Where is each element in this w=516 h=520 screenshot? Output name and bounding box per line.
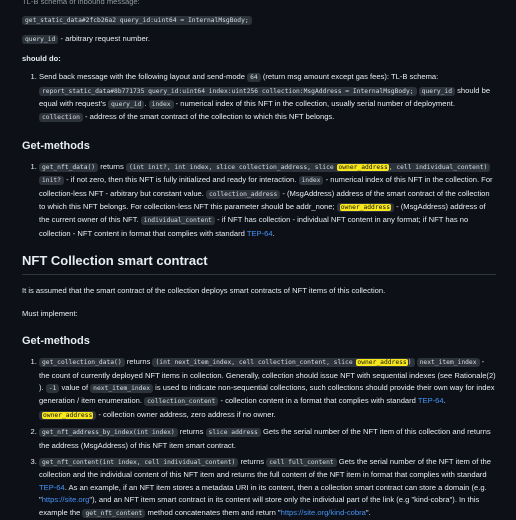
section-heading-get-methods: Get-methods [22, 139, 90, 152]
collection-address-code: collection_address [206, 190, 280, 199]
highlighted-term: owner_address [338, 163, 388, 171]
site-org-kind-cobra-link[interactable]: https://site.org/kind-cobra [280, 507, 366, 517]
next-item-index-code: next_item_index [417, 358, 480, 367]
index-code: index [149, 100, 174, 109]
list-item: 1. get_collection_data() returns (int next_item_index, cell collection_content, slice owner_address) next_item_index - the count of currently deployed NFT items in collection. Generally, collection should issue NFT with sequential indexes (see Rationale(2) ). -1 value of next_item_index is used to indicate non-sequential collections, such collections should provide their own way for index generation / item enumeration. collection_content - collection content in a format that complies with standard TEP-64. owner_address - collection owner address, zero address if no owner. [39, 356, 496, 422]
report-schema-code: report_static_data#8b771735 query_id:uint64 index:uint256 collection:MsgAddress = InternalMsgBody; [39, 87, 417, 96]
inbound-schema-line [22, 14, 496, 27]
highlighted-term: owner_address [43, 411, 93, 419]
query-id-line [22, 33, 496, 46]
list-item: 1. Send back message with the following layout and send-mode 64 (return msg amount except gas fees): TL-B schema: report_static_data#8b771735 query_id:uint64 index:uint256 collection:MsgAddress = InternalMsgBody; query_id should be equal with request's query_id . index - numerical index of this NFT in the collection, usually serial number of deployment. collection - address of the smart contract of the collection to which this NFT belongs. [39, 71, 496, 125]
section-heading-get-methods: Get-methods [22, 335, 90, 348]
return-signature-code: (int next_item_index, cell collection_content, slice owner_address) [152, 358, 414, 367]
method-name-code: get_nft_data() [39, 163, 98, 172]
collection-code: collection [39, 113, 83, 122]
site-org-link[interactable]: https://site.org [41, 495, 90, 505]
query-id-code: query_id [419, 87, 455, 96]
query-id-code: query_id [108, 100, 144, 109]
collection-intro: It is assumed that the smart contract of the collection deploys smart contracts of NFT items of this collection. [22, 286, 386, 296]
get-nft-content-code: get_nft_content [82, 509, 145, 518]
send-mode-code: 64 [247, 73, 261, 82]
highlighted-term: owner_address [357, 359, 407, 367]
tep-64-link[interactable]: TEP-64 [417, 396, 444, 406]
individual-content-code: individual_content [141, 216, 215, 225]
next-item-index-code: next_item_index [90, 384, 153, 393]
method-name-code: get_nft_address_by_index(int index) [39, 428, 178, 437]
markdown-content [22, 0, 496, 520]
return-signature-code: (int init?, int index, slice collection_address, slice owner_address, cell individual_content) [126, 163, 490, 172]
nft-get-methods-list [22, 161, 496, 240]
owner-address-code [337, 203, 394, 212]
collection-get-methods-list [22, 356, 496, 520]
method-name-code: get_nft_content(int index, cell individual_content) [39, 458, 238, 467]
tep-64-link[interactable]: TEP-64 [246, 228, 273, 238]
collection-content-code: collection_content [144, 397, 218, 406]
highlighted-term: owner_address [340, 204, 391, 212]
return-type-code: slice address [206, 428, 261, 437]
minus-one-code: -1 [46, 384, 60, 393]
return-type-code: cell full_content [266, 458, 336, 467]
query-id-text: - arbitrary request number. [58, 34, 150, 44]
section-heading-collection: NFT Collection smart contract [22, 252, 496, 275]
inbound-schema-code: get_static_data#2fcb26a2 query_id:uint64 = InternalMsgBody; [22, 16, 252, 25]
list-item: 2. get_nft_address_by_index(int index) returns slice address Gets the serial number of the NFT item of this collection and returns the address (MsgAddress) of this NFT item smart contract. [39, 426, 496, 452]
should-do-list [22, 71, 496, 125]
must-implement-label: Must implement: [22, 308, 78, 318]
query-id-code: query_id [22, 35, 58, 44]
index-code: index [299, 176, 324, 185]
list-item: 3. get_nft_content(int index, cell individual_content) returns cell full_content Gets the serial number of the NFT item of the collection and the individual content of this NFT item and returns the full content of the NFT item in format that complies with standard TEP-64. As an example, if an NFT item stores a metadata URI in its content, then a collection smart contract can store a domain (e.g. "https://site.org"), and an NFT item smart contract in its content will store only the individual part of the link (e.g "kind-cobra"). In this example the get_nft_content method concatenates them and return "https://site.org/kind-cobra". [39, 456, 496, 520]
owner-address-code [39, 411, 96, 420]
method-name-code: get_collection_data() [39, 358, 125, 367]
should-do-label: should do: [22, 53, 61, 63]
init-code: init? [39, 176, 64, 185]
tep-64-link[interactable]: TEP-64 [39, 482, 65, 492]
faded-line: TL-B schema of inbound message: [22, 0, 140, 6]
list-item: 1. get_nft_data() returns (int init?, int index, slice collection_address, slice owner_address, cell individual_content) init? - if not zero, then this NFT is fully initialized and ready for interaction. index - numerical index of this NFT in the collection. For collection-less NFT - arbitrary but constant value. collection_address - (MsgAddress) address of the smart contract of the collection to which this NFT belongs. For collection-less NFT this parameter should be addr_none; owner_address - (MsgAddress) address of the current owner of this NFT. individual_content - if NFT has collection - individual NFT content in any format; if NFT has no collection - NFT content in format that complies with standard TEP-64. [39, 161, 496, 240]
